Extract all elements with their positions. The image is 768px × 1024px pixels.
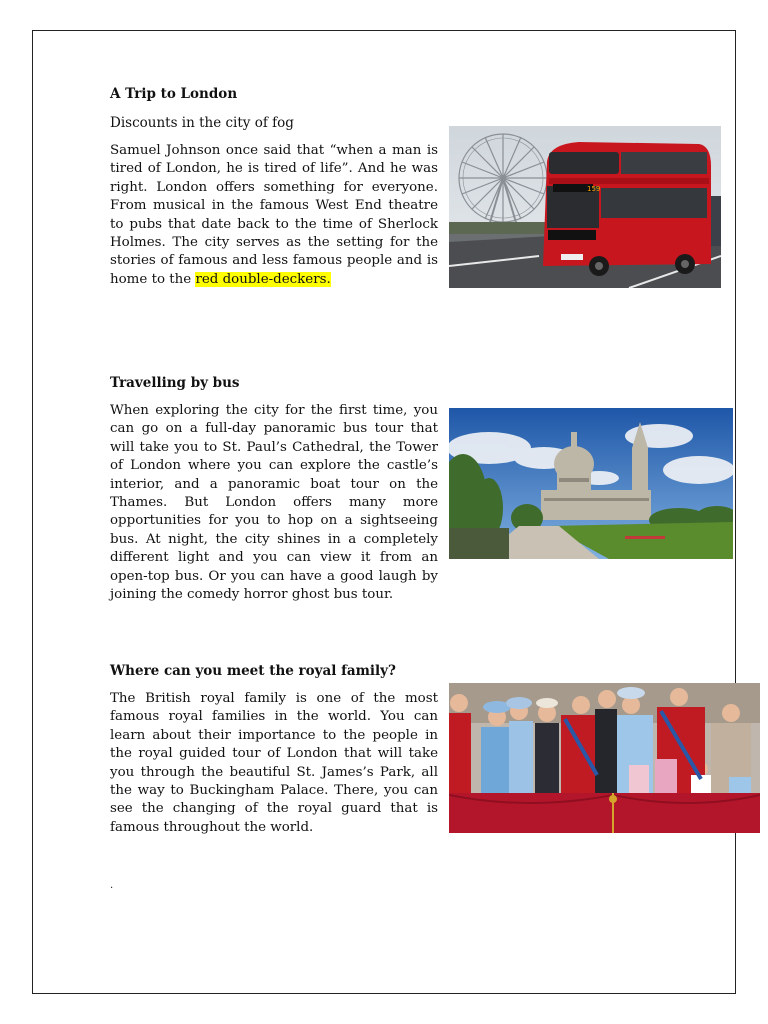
section-title-trip-to-london: A Trip to London: [110, 86, 238, 102]
paragraph-travelling-by-bus: When exploring the city for the first time, you can go on a full-day panoramic bus tour that will take you to St. Paul’s Cathedral, the Tower of London where you can explore the castle’s interior, and a panoramic boat tour on the Thames. But London offers many more opportunities for you to hop on a sightseeing bus. At night, the city shines in a completely different light and you can view it from an open-top bus. Or you can have a good laugh by joining the comedy horror ghost bus tour.: [110, 403, 438, 603]
london-bus-photo: [449, 126, 721, 288]
st-pauls-cathedral-image: [449, 408, 733, 559]
royal-family-balcony-image: [449, 683, 760, 833]
stray-dot: .: [110, 880, 114, 891]
royal-family-balcony-photo: [449, 683, 760, 833]
paragraph-trip-to-london: [110, 142, 438, 289]
section-title-royal-family: Where can you meet the royal family?: [110, 663, 396, 679]
section-subtitle: Discounts in the city of fog: [110, 115, 294, 131]
paragraph-royal-family: The British royal family is one of the most famous royal families in the world. You can learn about their importance to the people in the royal guided tour of London that will take you through the beautiful St. James’s Park, all the way to Buckingham Palace. There, you can see the changing of the royal guard that is famous throughout the world.: [110, 691, 438, 835]
paragraph-text: Samuel Johnson once said that “when a man is tired of London, he is tired of life”. And he was right. London offers something for everyone. From musical in the famous West End theatre to pubs that date back to the time of Sherlock Holmes. The city serves as the setting for the stories of famous and less famous people and is home to the: [110, 143, 438, 287]
section-title-travelling-by-bus: Travelling by bus: [110, 375, 240, 391]
highlighted-text: red double-deckers.: [195, 271, 331, 287]
st-pauls-cathedral-photo: [449, 408, 733, 559]
london-eye-and-bus-image: [449, 126, 721, 288]
bus-route-number: 159: [587, 185, 601, 193]
